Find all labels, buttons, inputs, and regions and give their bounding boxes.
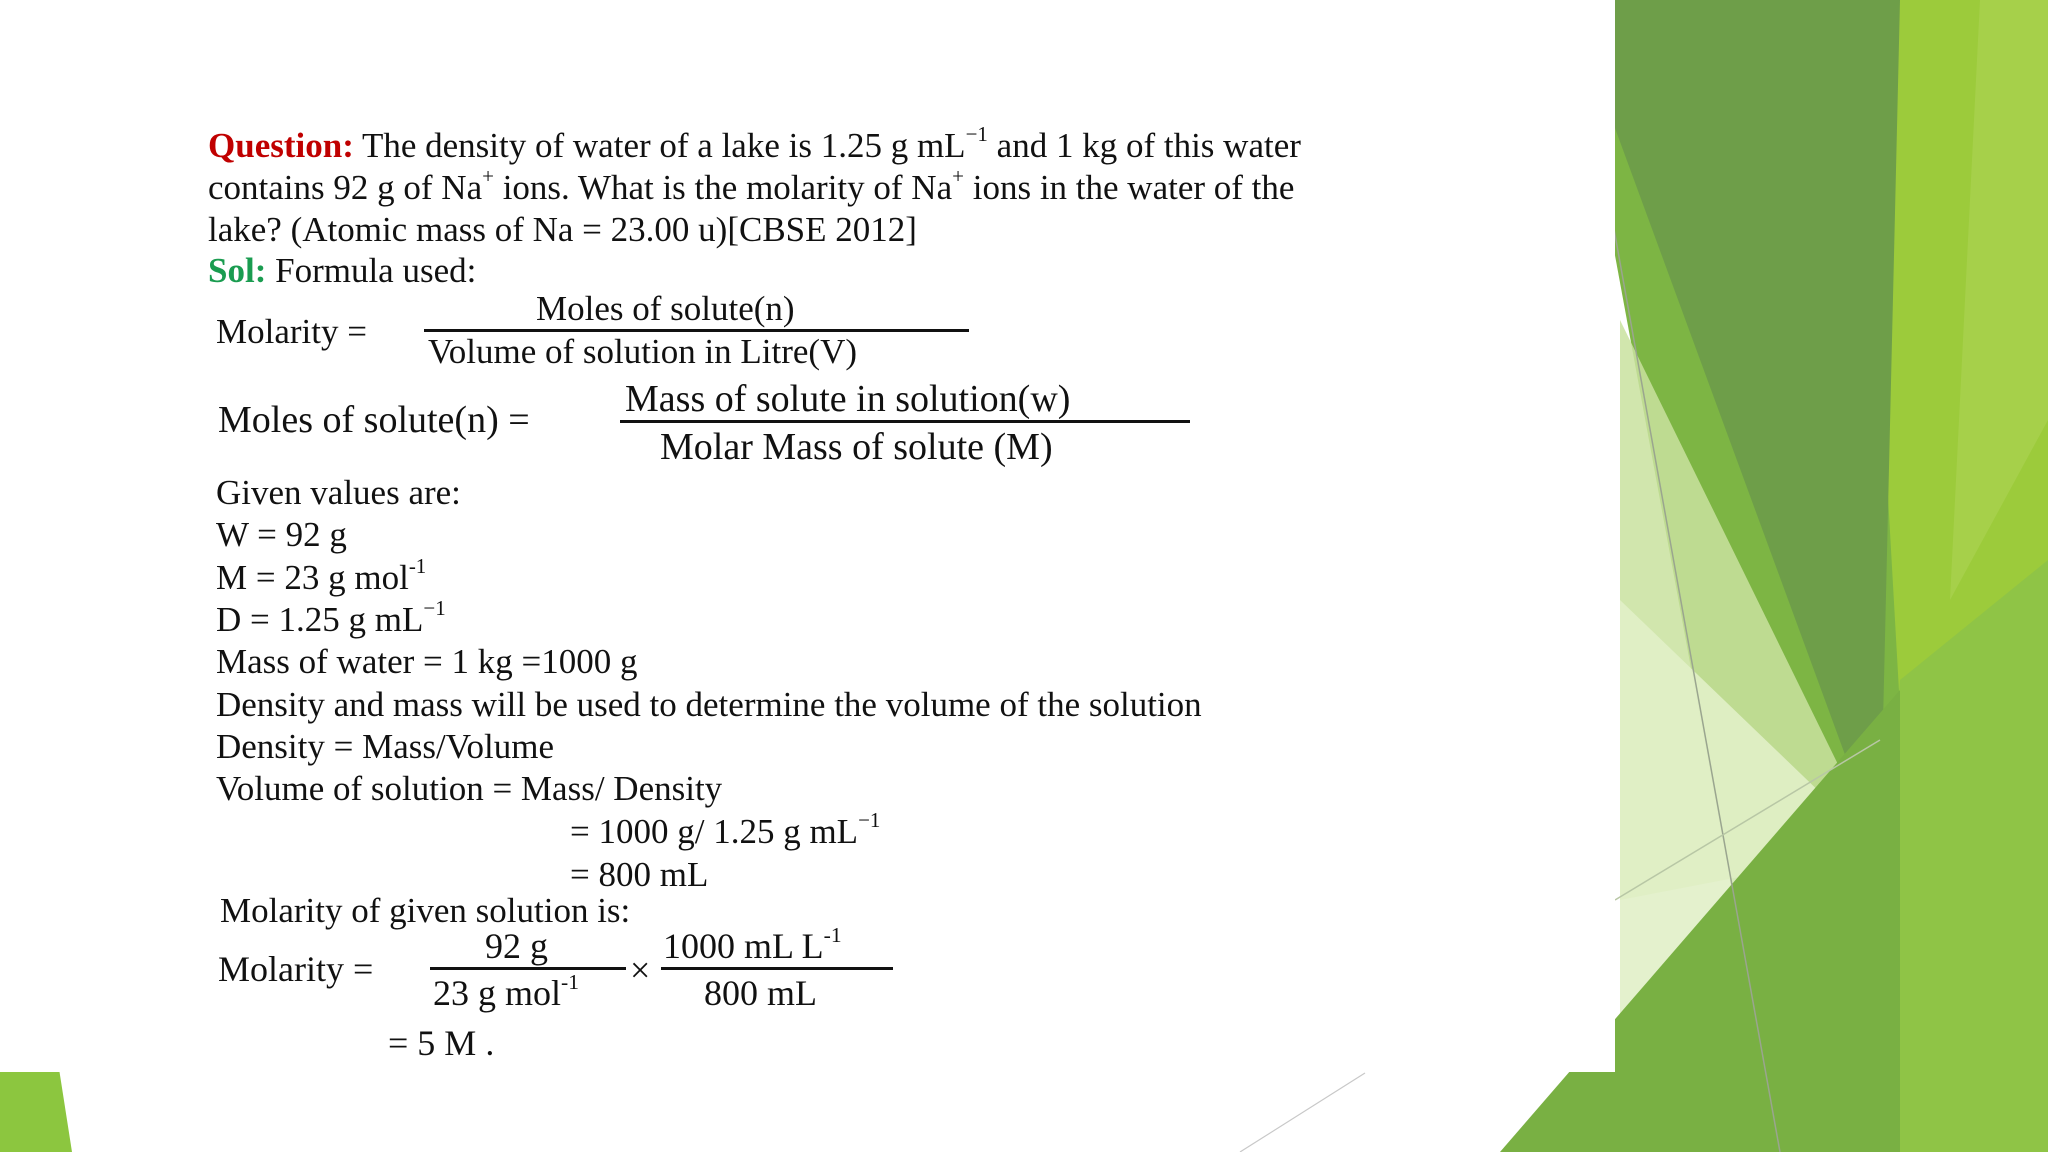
fraction2-numerator <box>663 922 842 966</box>
superscript: −1 <box>423 596 446 621</box>
question-text: The density of water of a lake is 1.25 g mL <box>361 126 966 165</box>
superscript: -1 <box>561 969 580 994</box>
question-label: Question: <box>208 126 354 165</box>
volume-formula: Volume of solution = Mass/ Density <box>216 769 723 808</box>
final-result: = 5 M . <box>388 1023 495 1063</box>
volume-step-2: = 800 mL <box>570 855 709 894</box>
volume-step-1 <box>570 808 881 851</box>
decor-line <box>1240 1073 1365 1152</box>
fraction1-denominator-text: 23 g mol <box>433 973 562 1013</box>
volume-step-1-text: = 1000 g/ 1.25 g mL <box>570 812 859 851</box>
formula1-lhs: Molarity = <box>216 312 367 351</box>
times-sign: × <box>630 950 651 990</box>
superscript: -1 <box>823 922 842 947</box>
question-text: ions. What is the molarity of Na <box>493 168 953 207</box>
fraction2-denominator: 800 mL <box>704 973 817 1013</box>
fraction-bar <box>620 420 1190 423</box>
solution-intro <box>208 253 476 288</box>
superscript: -1 <box>408 554 427 579</box>
fraction1-denominator <box>433 969 580 1013</box>
given-w: W = 92 g <box>216 515 347 554</box>
given-d-text: D = 1.25 g mL <box>216 600 424 639</box>
question-line-3: lake? (Atomic mass of Na = 23.00 u)[CBSE 2012] <box>208 210 917 249</box>
question-line-1 <box>208 122 1301 165</box>
given-heading: Given values are: <box>216 473 461 512</box>
superscript: −1 <box>965 122 988 147</box>
sol-label: Sol: <box>208 251 267 290</box>
fraction1-numerator: 92 g <box>485 926 548 966</box>
final-lhs: Molarity = <box>218 949 374 989</box>
given-water: Mass of water = 1 kg =1000 g <box>216 642 638 681</box>
formula2-numerator: Mass of solute in solution(w) <box>625 378 1071 420</box>
question-line-2 <box>208 164 1295 207</box>
density-note: Density and mass will be used to determine the volume of the solution <box>216 685 1202 724</box>
fraction-bar <box>430 967 626 970</box>
question-text: ions in the water of the <box>963 168 1295 207</box>
given-d <box>216 596 446 639</box>
final-heading: Molarity of given solution is: <box>220 891 631 930</box>
superscript: −1 <box>858 808 881 833</box>
formula2-lhs: Moles of solute(n) = <box>218 399 530 441</box>
superscript: + <box>482 164 494 189</box>
superscript: + <box>952 164 964 189</box>
question-text: and 1 kg of this water <box>987 126 1301 165</box>
density-formula: Density = Mass/Volume <box>216 727 554 766</box>
given-m-text: M = 23 g mol <box>216 558 409 597</box>
formula1-denominator: Volume of solution in Litre(V) <box>428 332 858 371</box>
given-m <box>216 554 427 597</box>
solution-intro-text: Formula used: <box>275 251 477 290</box>
fraction-bar <box>661 967 893 970</box>
formula2-denominator: Molar Mass of solute (M) <box>660 426 1053 468</box>
fraction2-numerator-text: 1000 mL L <box>663 926 824 966</box>
formula1-numerator: Moles of solute(n) <box>536 289 795 328</box>
question-text: contains 92 g of Na <box>208 168 483 207</box>
